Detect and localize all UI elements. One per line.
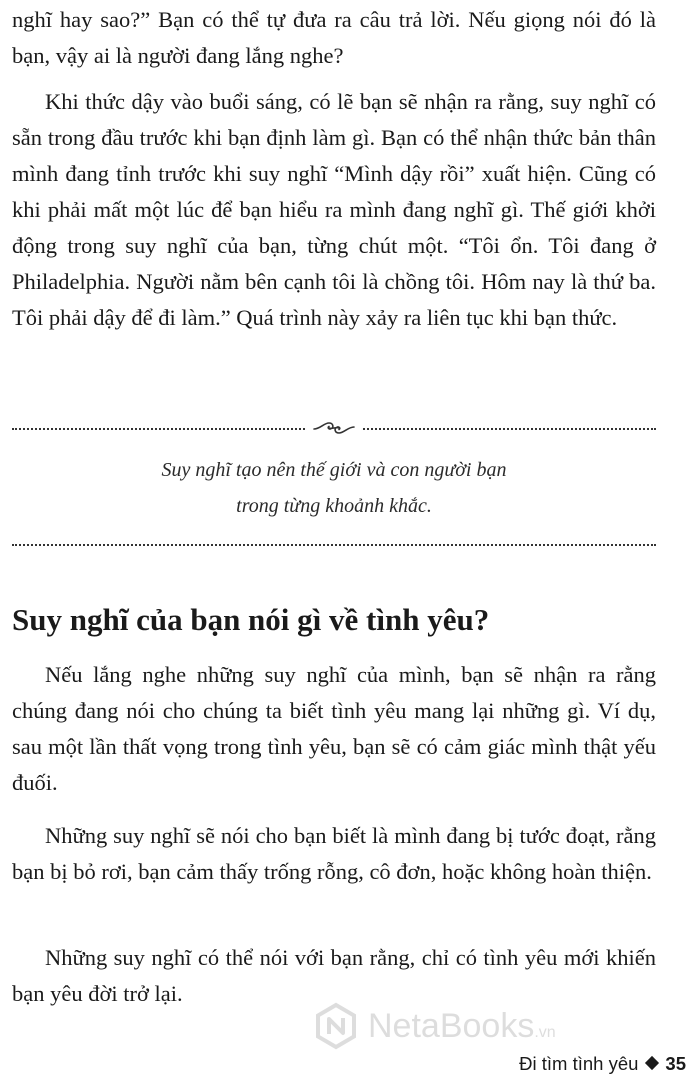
netabooks-logo-icon: [312, 1002, 360, 1050]
pull-quote: [12, 452, 656, 524]
section-heading: Suy nghĩ của bạn nói gì về tình yêu?: [12, 602, 490, 637]
page-number: 35: [665, 1053, 686, 1074]
paragraph-waking-up: Khi thức dậy vào buổi sáng, có lẽ bạn sẽ nhận ra rằng, suy nghĩ có sẵn trong đầu trước khi bạn định làm gì. Bạn có thể nhận thức bản thân mình đang tỉnh trước khi suy nghĩ “Mình dậy rồi” xuất hiện. Cũng có khi phải mất một lúc để bạn hiểu ra mình đang nghĩ gì. Thế giới khởi động trong suy nghĩ của bạn, từng chút một. “Tôi ổn. Tôi đang ở Philadelphia. Người nằm bên cạnh tôi là chồng tôi. Hôm nay là thứ ba. Tôi phải dậy để đi làm.” Quá trình này xảy ra liên tục khi bạn thức.: [12, 89, 656, 330]
paragraph-deprived: Những suy nghĩ sẽ nói cho bạn biết là mình đang bị tước đoạt, rằng bạn bị bỏ rơi, bạn cảm thấy trống rỗng, cô đơn, hoặc không hoàn thiện.: [12, 823, 656, 884]
paragraph-only-love: Những suy nghĩ có thể nói với bạn rằng, chỉ có tình yêu mới khiến bạn yêu đời trở lại.: [12, 945, 656, 1006]
running-book-title: Đi tìm tình yêu: [519, 1053, 639, 1074]
paragraph-continued: nghĩ hay sao?” Bạn có thể tự đưa ra câu trả lời. Nếu giọng nói đó là bạn, vậy ai là người đang lắng nghe?: [12, 7, 656, 68]
watermark-text: NetaBooks: [368, 1007, 535, 1045]
quote-divider-bottom: [12, 544, 656, 546]
paragraph-listen-thoughts: Nếu lắng nghe những suy nghĩ của mình, bạn sẽ nhận ra rằng chúng đang nói cho chúng ta biết tình yêu mang lại những gì. Ví dụ, sau một lần thất vọng trong tình yêu, bạn sẽ có cảm giác mình thật yếu đuối.: [12, 662, 656, 795]
watermark-suffix: .vn: [534, 1024, 556, 1041]
watermark: [312, 1000, 612, 1054]
page-footer: [519, 1050, 686, 1078]
pull-quote-line-1: Suy nghĩ tạo nên thế giới và con người bạn: [161, 459, 507, 481]
pull-quote-line-2: trong từng khoảnh khắc.: [236, 495, 432, 517]
swirl-ornament-icon: [306, 412, 362, 444]
diamond-icon: [645, 1056, 659, 1070]
